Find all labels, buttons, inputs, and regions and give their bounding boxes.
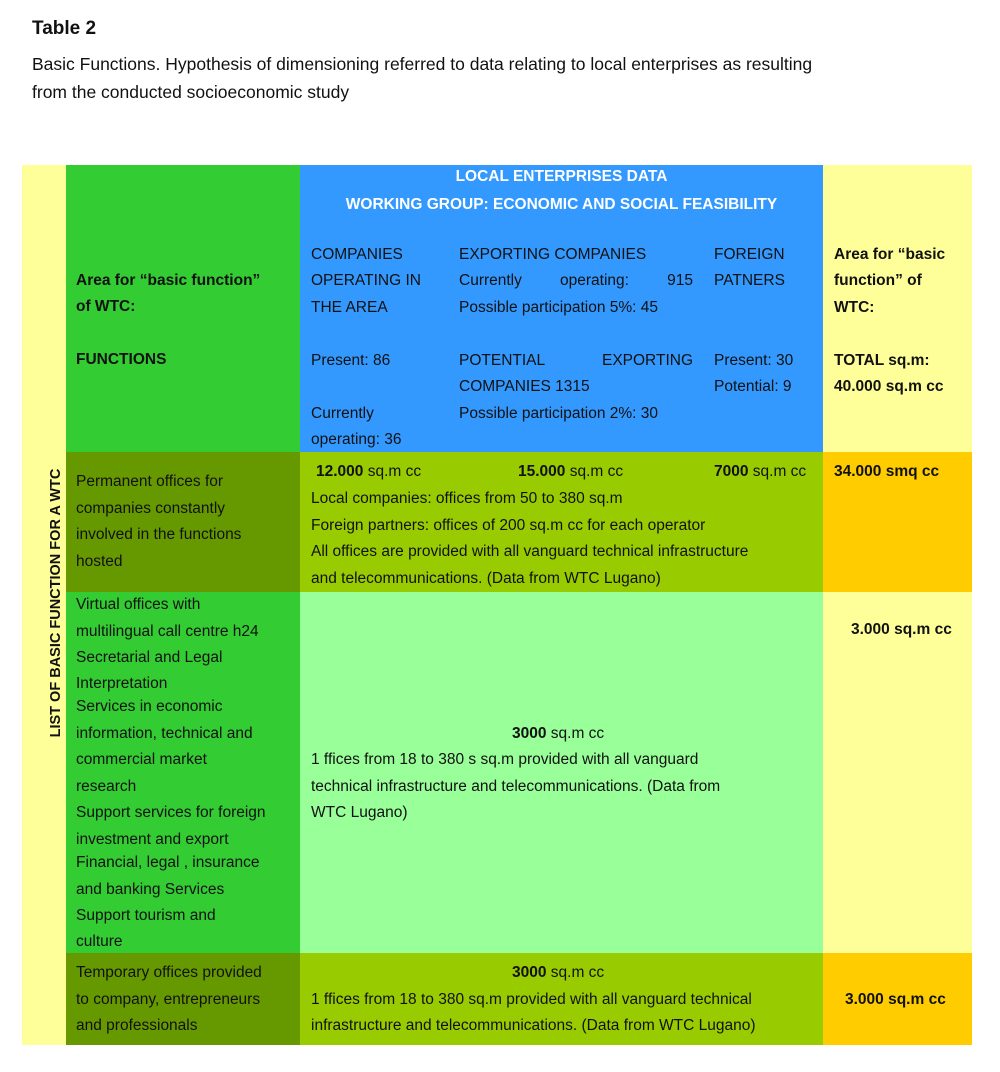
row2-left-line: Financial, legal , insurance — [76, 854, 260, 871]
row1-description-line: All offices are provided with all vanguard technical infrastructure — [311, 543, 749, 560]
exporting-operating-c: 915 — [667, 272, 693, 289]
row2-value-unit: sq.m cc — [546, 725, 605, 742]
companies-line1: COMPANIES — [311, 246, 403, 263]
row1-total: 34.000 smq cc — [834, 463, 940, 480]
row2-left-line: Services in economic — [76, 698, 223, 715]
companies-line3: THE AREA — [311, 299, 388, 316]
row1-value-exporting — [518, 459, 623, 486]
row2-left-line: investment and export — [76, 831, 229, 848]
row3-left-line: Temporary offices provided — [76, 964, 262, 981]
exporting-operating — [459, 268, 693, 295]
functions-label: FUNCTIONS — [76, 351, 167, 368]
potential-b: EXPORTING — [601, 352, 693, 369]
row1-value-foreign — [714, 459, 806, 486]
row2-left-line: Support tourism and — [76, 907, 216, 924]
total-value: 40.000 sq.m cc — [834, 378, 944, 395]
foreign-potential: Potential: 9 — [714, 378, 792, 395]
row3-left-line: and professionals — [76, 1017, 198, 1034]
row2-total: 3.000 sq.m cc — [851, 621, 952, 638]
row3-description-line: 1 ffices from 18 to 380 sq.m provided with all vanguard technical — [311, 991, 752, 1008]
row2-description-line: 1 ffices from 18 to 380 s sq.m provided with all vanguard — [311, 751, 699, 768]
header-right-line2: function” of — [834, 272, 922, 289]
companies-line2: OPERATING IN — [311, 272, 421, 289]
companies-currently: Currently — [311, 405, 374, 422]
row1-description-line: Local companies: offices from 50 to 380 sq.m — [311, 490, 623, 507]
companies-operating: operating: 36 — [311, 431, 402, 448]
row3-description-line: infrastructure and telecommunications. (Data from WTC Lugano) — [311, 1017, 756, 1034]
caption-line-2: from the conducted socioeconomic study — [32, 82, 350, 102]
row1-left-line: involved in the functions — [76, 526, 242, 543]
row3-left-line: to company, entrepreneurs — [76, 991, 261, 1008]
row2-left-line: and banking Services — [76, 881, 225, 898]
row1-value-foreign-number: 7000 — [714, 463, 749, 480]
header-right-line1: Area for “basic — [834, 246, 946, 263]
potential-companies: COMPANIES 1315 — [459, 378, 590, 395]
row1-left-line: hosted — [76, 553, 123, 570]
row2-value-number: 3000 — [512, 725, 547, 742]
side-label: LIST OF BASIC FUNCTION FOR A WTC — [48, 468, 64, 738]
header-right-line3: WTC: — [834, 299, 875, 316]
row3-value-unit: sq.m cc — [546, 964, 605, 981]
caption-line-1: Basic Functions. Hypothesis of dimensioning referred to data relating to local enterprises as resulting — [32, 54, 813, 74]
exporting-title: EXPORTING COMPANIES — [459, 246, 647, 263]
header-left-line1: Area for “basic function” — [76, 272, 261, 289]
row3-value-number: 3000 — [512, 964, 547, 981]
total-label: TOTAL sq.m: — [834, 352, 930, 369]
row1-description-line: and telecommunications. (Data from WTC Lugano) — [311, 570, 661, 587]
row1-left-line: Permanent offices for — [76, 473, 224, 490]
header-left-line2: of WTC: — [76, 298, 136, 315]
row2-left-line: Virtual offices with — [76, 596, 201, 613]
row1-value-exporting-number: 15.000 — [518, 463, 566, 480]
row2-left-line: culture — [76, 933, 123, 950]
foreign-line2: PATNERS — [714, 272, 785, 289]
table-caption — [32, 50, 932, 106]
exporting-operating-a: Currently — [459, 272, 522, 289]
table-title: Table 2 — [32, 18, 97, 39]
potential-exporting — [459, 348, 693, 375]
row2-left-line: Secretarial and Legal — [76, 649, 223, 666]
row1-value-local-number: 12.000 — [316, 463, 364, 480]
row2-left-line: multilingual call centre h24 — [76, 623, 259, 640]
row1-left-line: companies constantly — [76, 500, 226, 517]
row2-description-line: technical infrastructure and telecommunications. (Data from — [311, 778, 721, 795]
potential-a: POTENTIAL — [459, 352, 546, 369]
row2-left-line: Interpretation — [76, 675, 168, 692]
row1-description-line: Foreign partners: offices of 200 sq.m cc for each operator — [311, 517, 706, 534]
row1-value-foreign-unit: sq.m cc — [748, 463, 807, 480]
potential-possible: Possible participation 2%: 30 — [459, 405, 659, 422]
row2-left-line: commercial market — [76, 751, 207, 768]
row1-value-local-unit: sq.m cc — [363, 463, 422, 480]
row3-value — [512, 960, 604, 987]
foreign-present: Present: 30 — [714, 352, 794, 369]
working-group-title: WORKING GROUP: ECONOMIC AND SOCIAL FEASIBILITY — [345, 196, 778, 213]
row2-left-line: information, technical and — [76, 725, 253, 742]
row2-right-cell — [823, 592, 972, 953]
row2-value — [512, 721, 604, 748]
companies-present: Present: 86 — [311, 352, 391, 369]
row2-left-line: Support services for foreign — [76, 804, 266, 821]
row1-value-local — [316, 459, 421, 486]
exporting-operating-b: operating: — [560, 272, 629, 289]
row2-description-line: WTC Lugano) — [311, 804, 408, 821]
row3-total: 3.000 sq.m cc — [845, 991, 946, 1008]
row1-value-exporting-unit: sq.m cc — [565, 463, 624, 480]
foreign-line1: FOREIGN — [714, 246, 785, 263]
exporting-possible: Possible participation 5%: 45 — [459, 299, 659, 316]
local-enterprises-title: LOCAL ENTERPRISES DATA — [455, 168, 668, 185]
row2-left-line: research — [76, 778, 137, 795]
